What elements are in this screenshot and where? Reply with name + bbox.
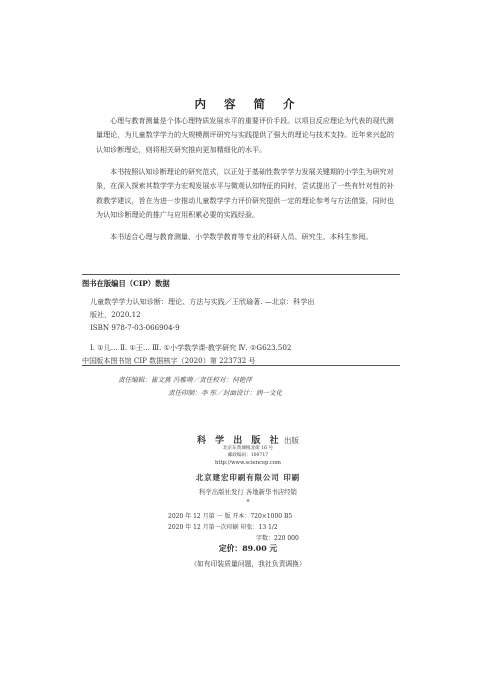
publisher-suffix: 出版 xyxy=(281,436,299,445)
isbn: ISBN 978-7-03-066904-9 xyxy=(90,323,180,332)
divider xyxy=(82,365,400,366)
price: 定价：89.00 元 xyxy=(218,544,278,553)
divider xyxy=(82,274,400,275)
publisher-website: http://www.sciencep.com xyxy=(215,460,281,466)
blurb-paragraph: 心理与教育测量是个体心理特质发展水平的重要评价手段。以项目反应理论为代表的现代测量理论，为儿童数学学力的大规模测评研究与实践提供了强大的理论与技术支持。近年来兴起的认知诊断理论，则将相关研究推向更加精细化的水平。 xyxy=(96,116,394,154)
publisher-name-text: 科 学 出 版 社 xyxy=(197,436,282,446)
publisher-postcode: 邮政编码：100717 xyxy=(227,453,269,458)
star-mark: * xyxy=(246,499,250,506)
cip-description: 儿童数学学力认知诊断：理论、方法与实践／王欣瑜著. —北京：科学出 xyxy=(90,297,315,306)
editor-credits: 责任编辑：崔文燕 冯雅萌／责任校对：何艳萍 xyxy=(118,376,252,384)
printer-name: 北京建宏印刷有限公司 印刷 xyxy=(195,473,301,482)
distribution-info: 科学出版社发行 各地新华书店经销 xyxy=(199,488,297,496)
blurb-paragraph: 本书按照认知诊断理论的研究范式，以正处于基础性数学学力发展关键期的小学生为研究对象，在深入探索其数学学力宏观发展水平与微观认知特征的同时，尝试提出了一些有针对性的补救教学建议，旨在为进一步推动儿童数学学力评价研究提供一定的理论参考与方法借鉴，同时也为认知诊断理论的推广与应用积累必要的实践经验。 xyxy=(96,167,394,220)
classification: Ⅰ. ①儿… Ⅱ. ①王… Ⅲ. ①小学数学课-教学研究 Ⅳ. ①G623.502 xyxy=(90,343,292,352)
print-design-credits: 责任印制：李 彤／封面设计：润一文化 xyxy=(168,389,283,397)
blurb-paragraph: 本书适合心理与教育测量、小学数学教育等专业的科研人员、研究生、本科生参阅。 xyxy=(110,232,373,241)
edition-info: 2020 年 12 月第 一 版 开本：720×1000 B5 xyxy=(168,513,293,520)
cip-heading: 图书在版编目（CIP）数据 xyxy=(82,279,170,288)
quality-notice: （如有印装质量问题，我社负责调换） xyxy=(190,560,306,568)
printing-info: 2020 年 12 月第一次印刷 印张：13 1/2 xyxy=(168,524,278,531)
publisher-address: 北京东黄城根北街 16 号 xyxy=(222,446,274,451)
blurb-title: 内 容 简 介 xyxy=(194,97,302,111)
cip-data-number: 中国版本图书馆 CIP 数据核字（2020）第 223732 号 xyxy=(82,356,256,365)
cip-description-cont: 版社，2020.12 xyxy=(90,310,141,319)
word-count: 字数：220 000 xyxy=(256,535,299,542)
